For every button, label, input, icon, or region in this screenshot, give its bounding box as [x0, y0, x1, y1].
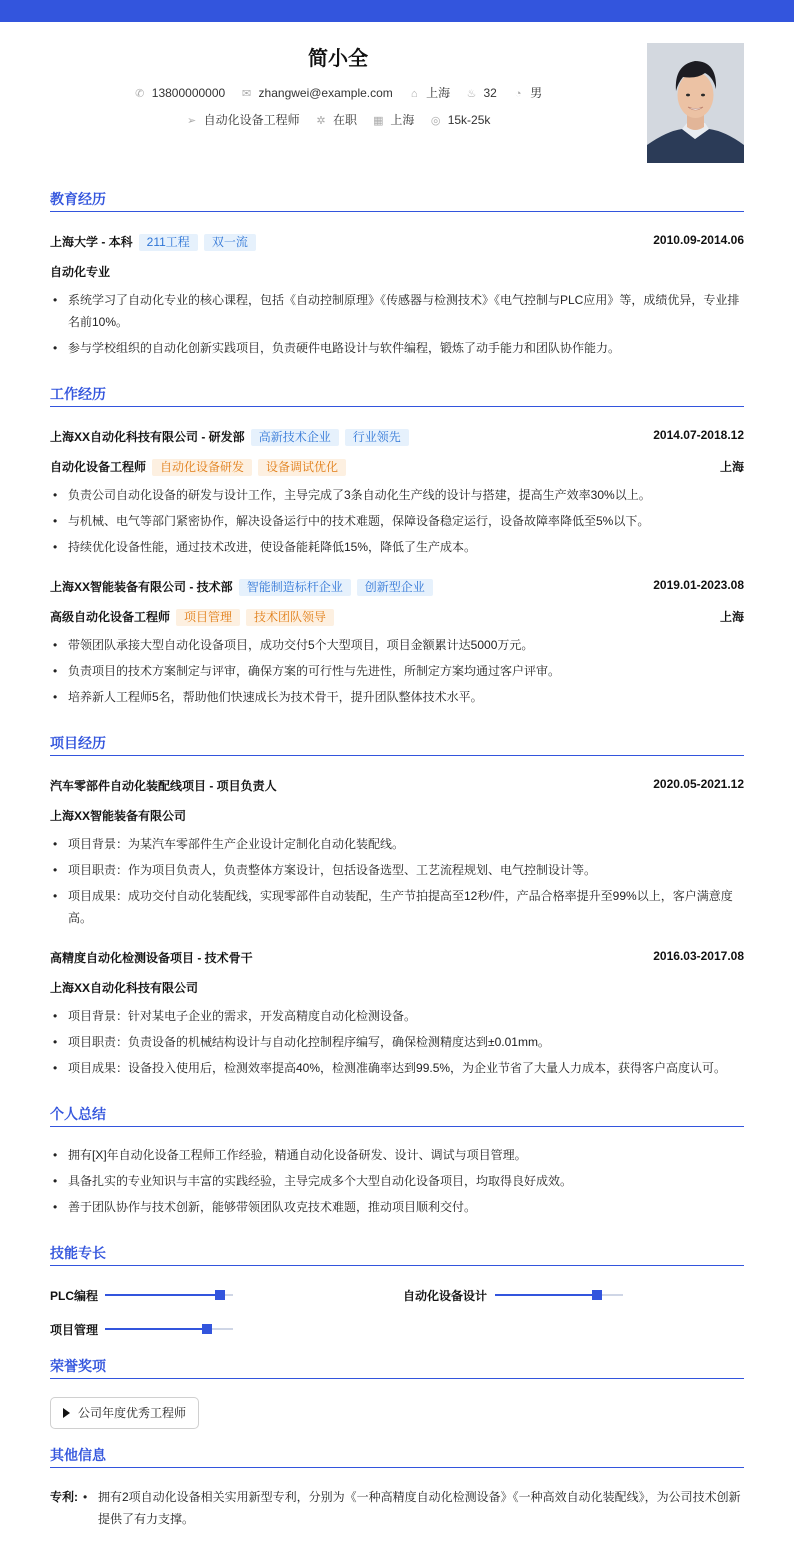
school-line [50, 233, 256, 251]
gender-icon: ◔ [514, 88, 522, 100]
position-tag: 项目管理 [176, 609, 240, 626]
send-icon: ➢ [187, 115, 197, 127]
list-item: • 项目成果：设备投入使用后，检测效率提高40%，检测准确率达到99.5%，为企业节省了大量人力成本，获得客户高度认可。 [50, 1057, 744, 1079]
honors-section [50, 1357, 744, 1379]
skill-level-knob [215, 1290, 225, 1300]
other-section [50, 1446, 744, 1468]
job-position-line [50, 608, 334, 626]
work-title: 工作经历 [50, 385, 744, 407]
skill-level-fill [105, 1294, 220, 1296]
summary-section [50, 1105, 744, 1127]
position-tag: 技术团队领导 [246, 609, 334, 626]
list-item: • 具备扎实的专业知识与丰富的实践经验，主导完成多个大型自动化设备项目，均取得良好成效。 [50, 1170, 744, 1192]
project-date: 2016.03-2017.08 [653, 949, 744, 963]
skill-level-slider [105, 1328, 233, 1330]
coin-icon: ◎ [430, 115, 441, 127]
project-name: 汽车零部件自动化装配线项目 - 项目负责人 [50, 779, 277, 793]
patent-bullets [80, 1486, 744, 1534]
job-bullets [50, 634, 744, 712]
award-toggle[interactable] [50, 1397, 199, 1429]
city-item: ▦ 上海 [373, 113, 415, 127]
gear-icon: ✲ [316, 115, 326, 127]
phone-item: ✆ 13800000000 [135, 86, 226, 100]
contact-row [50, 84, 626, 101]
list-item: • 项目背景：为某汽车零部件生产企业设计定制化自动化装配线。 [50, 833, 744, 855]
phone-icon: ✆ [135, 88, 145, 100]
skill-name: PLC编程 [50, 1289, 99, 1303]
skill-level-knob [202, 1324, 212, 1334]
caret-right-icon [63, 1408, 70, 1418]
age-item: ♨ 32 [466, 86, 497, 100]
school-tag: 211工程 [139, 234, 198, 251]
job-date: 2014.07-2018.12 [653, 428, 744, 442]
job-intent-row [50, 111, 626, 128]
skill-level-slider [105, 1294, 233, 1296]
other-title: 其他信息 [50, 1446, 744, 1468]
mail-icon: ✉ [241, 88, 252, 100]
education-bullets [50, 289, 744, 363]
skills-title: 技能专长 [50, 1244, 744, 1266]
major-name: 自动化专业 [50, 265, 111, 279]
list-item: • 项目职责：负责设备的机械结构设计与自动化控制程序编写，确保检测精度达到±0.01mm。 [50, 1031, 744, 1053]
company-name: 上海XX自动化科技有限公司 - 研发部 [50, 430, 245, 444]
job-bullets [50, 484, 744, 562]
list-item: • 项目成果：成功交付自动化装配线，实现零部件自动装配，生产节拍提高至12秒/件，产品合格率提升至99%以上，客户满意度高。 [50, 885, 744, 929]
job-title-item: ➢ 自动化设备工程师 [187, 113, 300, 127]
email-item: ✉ zhangwei@example.com [241, 86, 393, 100]
company-tag: 智能制造标杆企业 [239, 579, 351, 596]
gender-item: ◔ 男 [512, 84, 542, 101]
school-tag: 双一流 [204, 234, 256, 251]
work-section [50, 385, 744, 407]
job-company-line [50, 428, 409, 446]
education-title: 教育经历 [50, 190, 744, 212]
project-company: 上海XX自动化科技有限公司 [50, 981, 199, 995]
list-item: • 与机械、电气等部门紧密协作，解决设备运行中的技术难题，保障设备稳定运行，设备故障率降低至5%以下。 [50, 510, 744, 532]
list-item: • 拥有[X]年自动化设备工程师工作经验，精通自动化设备研发、设计、调试与项目管理。 [50, 1144, 744, 1166]
list-item: • 负责项目的技术方案制定与评审，确保方案的可行性与先进性，所制定方案均通过客户评审。 [50, 660, 744, 682]
skill-level-knob [592, 1290, 602, 1300]
building-icon: ▦ [373, 115, 384, 127]
job-city: 上海 [719, 460, 744, 474]
position-name: 自动化设备工程师 [50, 460, 147, 474]
list-item: • 负责公司自动化设备的研发与设计工作，主导完成了3条自动化生产线的设计与搭建，提高生产效率30%以上。 [50, 484, 744, 506]
project-bullets [50, 1005, 744, 1083]
company-tag: 高新技术企业 [251, 429, 339, 446]
skills-section [50, 1244, 744, 1266]
project-name: 高精度自动化检测设备项目 - 技术骨干 [50, 951, 253, 965]
project-bullets [50, 833, 744, 933]
top-accent-bar [0, 0, 794, 22]
salary-item: ◎ 15k-25k [430, 113, 491, 127]
cake-icon: ♨ [466, 88, 477, 100]
summary-bullets [50, 1144, 744, 1222]
list-item: • 项目职责：作为项目负责人，负责整体方案设计，包括设备选型、工艺流程规划、电气控制设计等。 [50, 859, 744, 881]
list-item: • 培养新人工程师5名，帮助他们快速成长为技术骨干，提升团队整体技术水平。 [50, 686, 744, 708]
position-name: 高级自动化设备工程师 [50, 610, 171, 624]
home-icon: ⌂ [410, 88, 418, 100]
project-company: 上海XX智能装备有限公司 [50, 809, 187, 823]
skill-level-slider [495, 1294, 623, 1296]
skill-level-fill [105, 1328, 207, 1330]
summary-title: 个人总结 [50, 1105, 744, 1127]
projects-section [50, 734, 744, 756]
education-date: 2010.09-2014.06 [653, 233, 744, 247]
skill-name: 自动化设备设计 [403, 1289, 488, 1303]
list-item: • 参与学校组织的自动化创新实践项目，负责硬件电路设计与软件编程，锻炼了动手能力和团队协作能力。 [50, 337, 744, 359]
status-item: ✲ 在职 [316, 113, 357, 127]
company-tag: 行业领先 [345, 429, 409, 446]
list-item: • 项目背景：针对某电子企业的需求，开发高精度自动化检测设备。 [50, 1005, 744, 1027]
skill-name: 项目管理 [50, 1323, 99, 1337]
list-item: • 持续优化设备性能，通过技术改进，使设备能耗降低15%，降低了生产成本。 [50, 536, 744, 558]
list-item: • 善于团队协作与技术创新，能够带领团队攻克技术难题，推动项目顺利交付。 [50, 1196, 744, 1218]
honors-title: 荣誉奖项 [50, 1357, 744, 1379]
job-company-line [50, 578, 433, 596]
avatar-illustration [647, 43, 744, 163]
list-item: • 系统学习了自动化专业的核心课程，包括《自动控制原理》《传感器与检测技术》《电气控制与PLC应用》等，成绩优异，专业排名前10%。 [50, 289, 744, 333]
projects-title: 项目经历 [50, 734, 744, 756]
education-section [50, 190, 744, 212]
job-position-line [50, 458, 346, 476]
company-name: 上海XX智能装备有限公司 - 技术部 [50, 580, 233, 594]
award-label: 公司年度优秀工程师 [78, 1406, 187, 1420]
position-tag: 设备调试优化 [258, 459, 346, 476]
skill-level-fill [495, 1294, 597, 1296]
candidate-name: 简小全 [308, 48, 368, 70]
list-item: • 带领团队承接大型自动化设备项目，成功交付5个大型项目，项目金额累计达5000万元。 [50, 634, 744, 656]
project-date: 2020.05-2021.12 [653, 777, 744, 791]
job-city: 上海 [719, 610, 744, 624]
school-name: 上海大学 - 本科 [50, 235, 133, 249]
job-date: 2019.01-2023.08 [653, 578, 744, 592]
list-item: • 拥有2项自动化设备相关实用新型专利，分别为《一种高精度自动化检测设备》《一种高效自动化装配线》，为公司技术创新提供了有力支撑。 [80, 1486, 744, 1530]
resume-header [50, 22, 744, 172]
patent-label: 专利: [50, 1490, 78, 1504]
profile-photo [647, 43, 744, 163]
location-item: ⌂ 上海 [408, 84, 450, 101]
position-tag: 自动化设备研发 [152, 459, 252, 476]
company-tag: 创新型企业 [357, 579, 433, 596]
